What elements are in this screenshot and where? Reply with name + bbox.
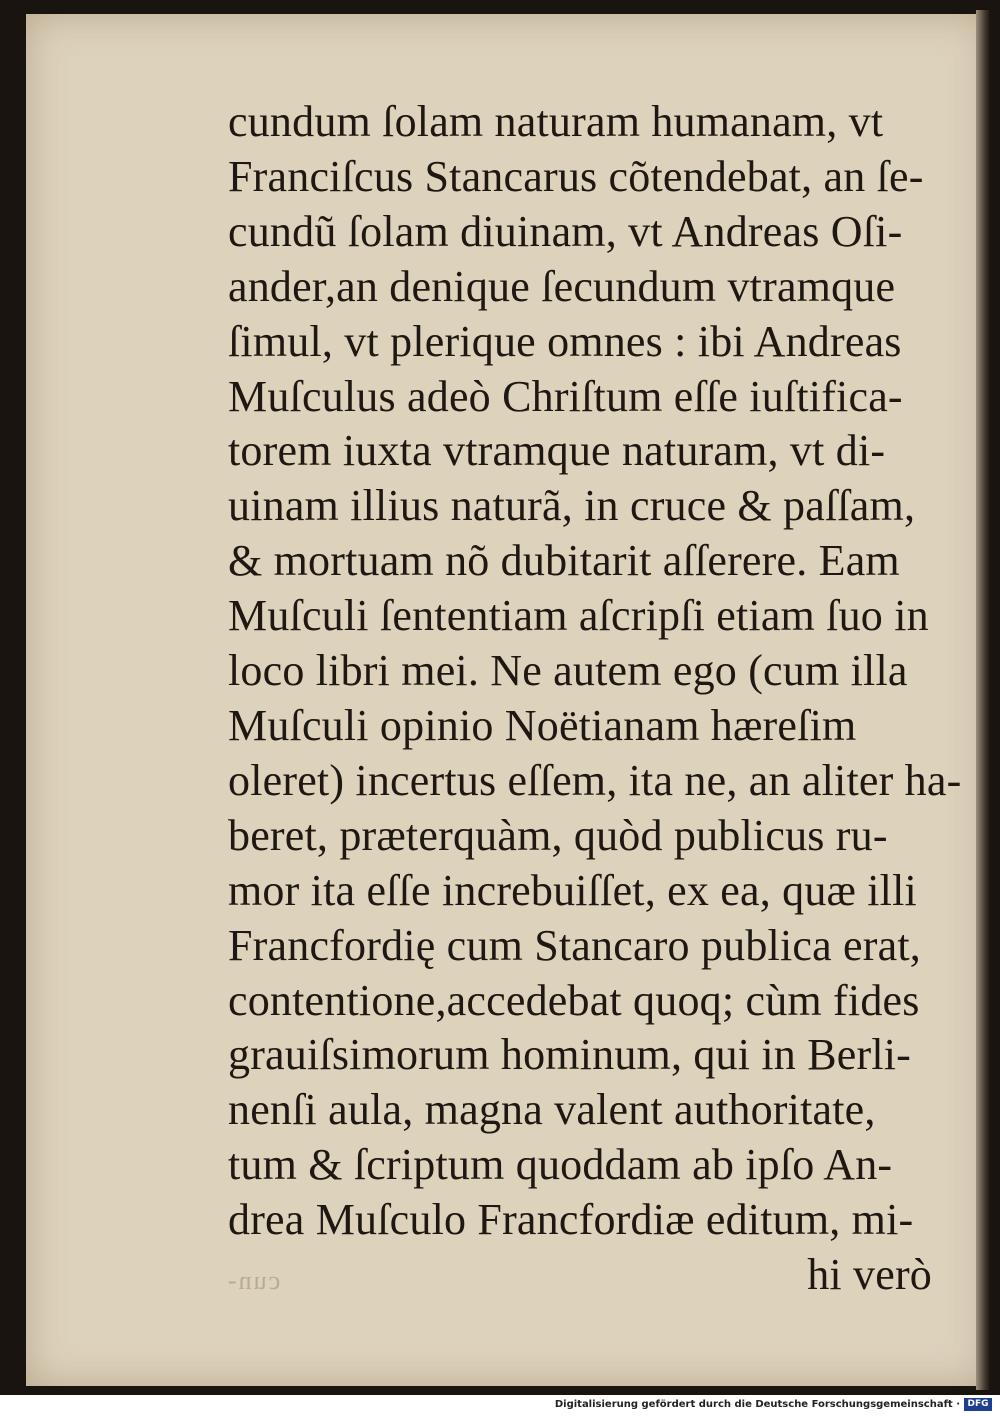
catchword: hi verò: [807, 1250, 932, 1300]
text-line: ſimul, vt plerique omnes : ibi Andreas: [228, 316, 902, 366]
text-line: oleret) incertus eſſem, ita ne, an aliter ha-: [228, 755, 962, 805]
text-line: mor ita eſſe increbuiſſet, ex ea, quæ illi: [228, 865, 917, 915]
text-line: Muſculus adeò Chriſtum eſſe iuſtifica-: [228, 371, 903, 421]
text-line: torem iuxta vtramque naturam, vt di-: [228, 426, 886, 476]
text-line: uinam illius naturã, in cruce & paſſam,: [228, 481, 916, 531]
dfg-logo-icon: DFG: [964, 1398, 992, 1411]
text-line: nenſi aula, magna valent authoritate,: [228, 1085, 876, 1135]
text-line: drea Muſculo Francfordiæ editum, mi-: [228, 1195, 914, 1245]
text-line: ander,an denique ſecundum vtramque: [228, 261, 896, 311]
text-line: Muſculi ſententiam aſcripſi etiam ſuo in: [228, 591, 929, 641]
text-block: [228, 95, 968, 1303]
text-line: Franciſcus Stancarus cõtendebat, an ſe-: [228, 151, 924, 201]
text-line: Muſculi opinio Noëtianam hæreſim: [228, 700, 857, 750]
text-line: contentione,accedebat quoq; cùm fides: [228, 975, 920, 1025]
text-line: beret, præterquàm, quòd publicus ru-: [228, 810, 888, 860]
text-line: Francfordię cum Stancaro publica erat,: [228, 920, 921, 970]
text-line: cundum ſolam naturam humanam, vt: [228, 97, 884, 146]
page-edge: [976, 10, 990, 1390]
text-line: & mortuam nõ dubitarit aſſerere. Eam: [228, 536, 900, 586]
funding-credit: Digitalisierung gefördert durch die Deutsche Forschungsgemeinschaft ·: [554, 1399, 960, 1410]
text-line: loco libri mei. Ne autem ego (cum illa: [228, 646, 908, 696]
bleed-through-text: cun-: [226, 1266, 281, 1295]
text-line: grauiſsimorum hominum, qui in Berli-: [228, 1030, 912, 1080]
text-line: tum & ſcriptum quoddam ab ipſo An-: [228, 1140, 893, 1190]
text-line: cundũ ſolam diuinam, vt Andreas Oſi-: [228, 206, 903, 256]
